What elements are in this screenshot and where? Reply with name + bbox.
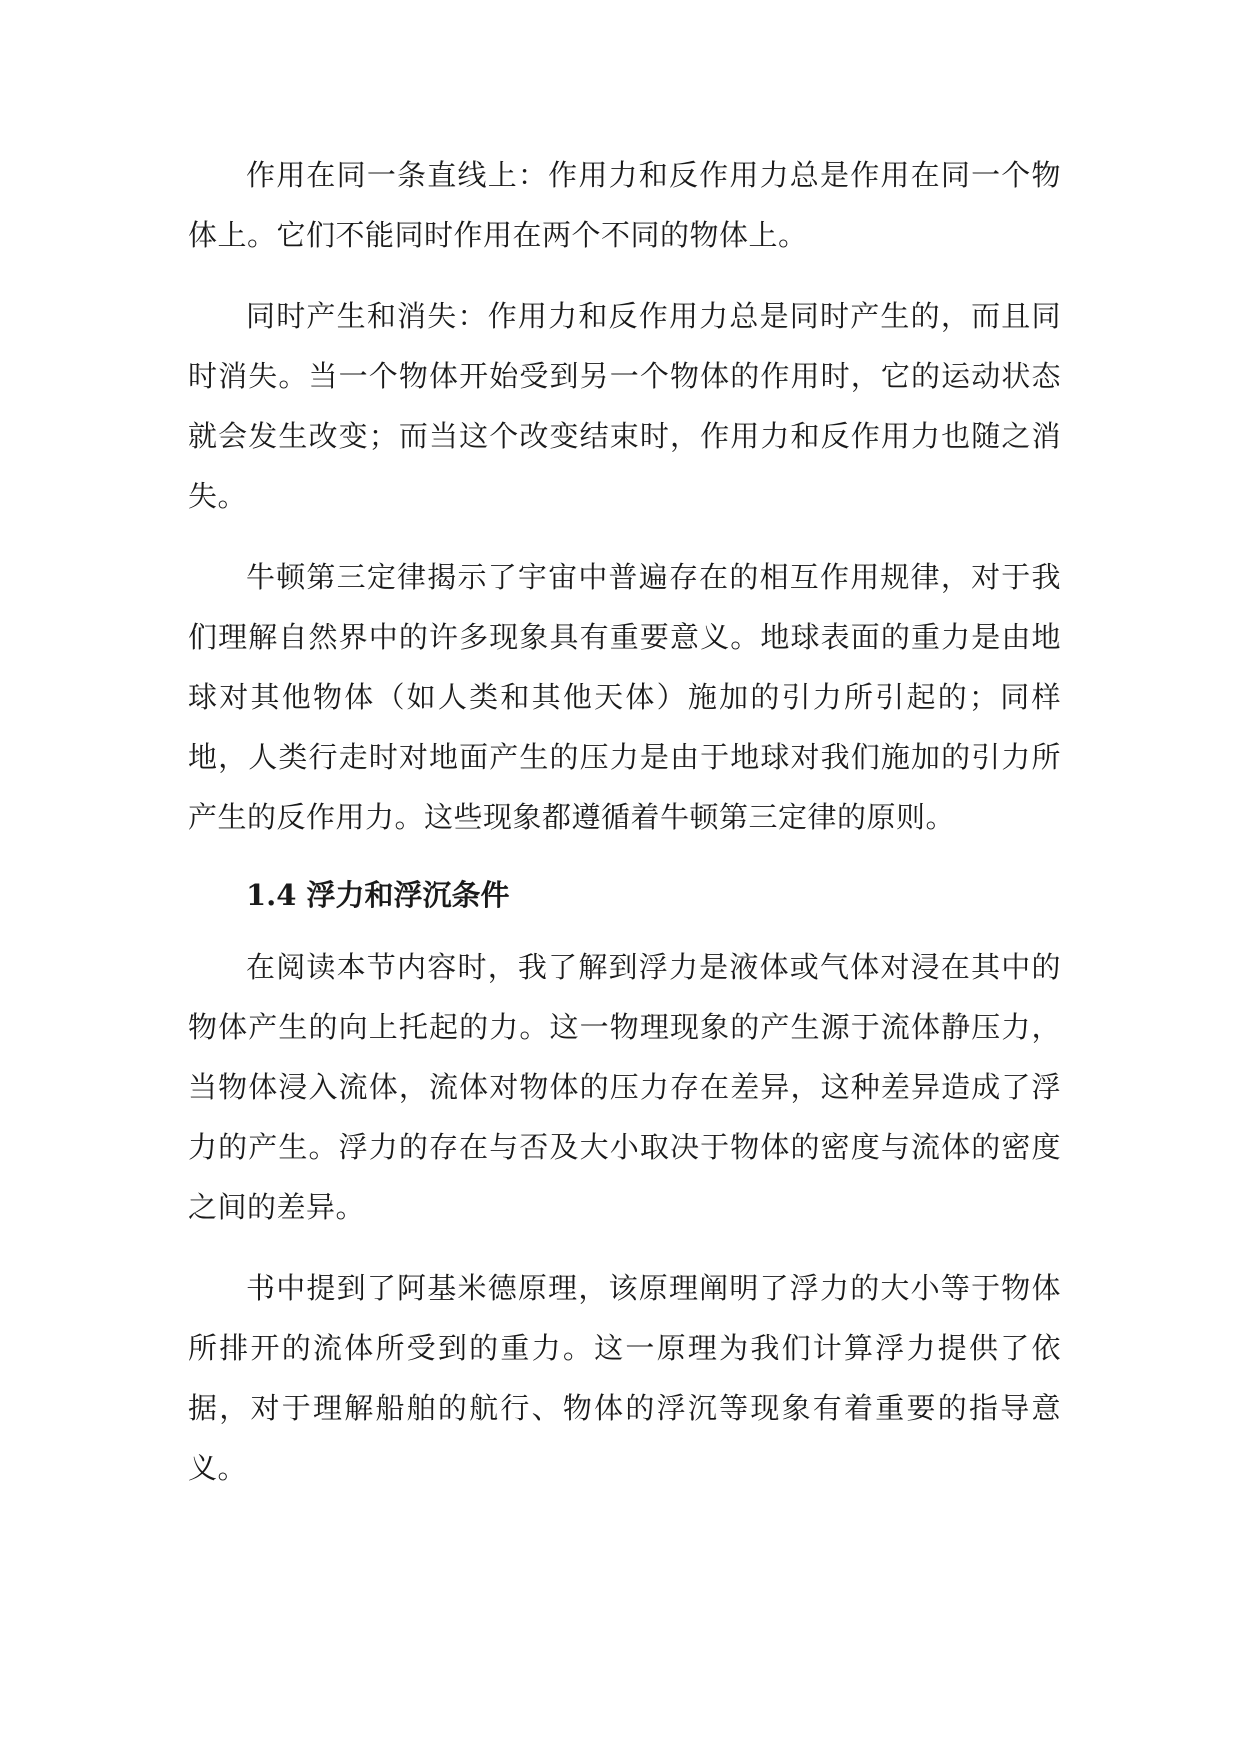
paragraph-archimedes: 书中提到了阿基米德原理，该原理阐明了浮力的大小等于物体所排开的流体所受到的重力。这一原理为我们计算浮力提供了依据，对于理解船舶的航行、物体的浮沉等现象有着重要的指导意义。 [188,1271,1061,1485]
section-heading-buoyancy: 1.4 浮力和浮沉条件 [246,878,510,912]
paragraph-buoyancy-definition: 在阅读本节内容时，我了解到浮力是液体或气体对浸在其中的物体产生的向上托起的力。这一物理现象的产生源于流体静压力，当物体浸入流体，流体对物体的压力存在差异，这种差异造成了浮力的产生。浮力的存在与否及大小取决于物体的密度与流体的密度之间的差异。 [188,950,1061,1224]
paragraph-same-line-action: 作用在同一条直线上：作用力和反作用力总是作用在同一个物体上。它们不能同时作用在两个不同的物体上。 [188,158,1061,252]
paragraph-simultaneous: 同时产生和消失：作用力和反作用力总是同时产生的，而且同时消失。当一个物体开始受到另一个物体的作用时，它的运动状态就会发生改变；而当这个改变结束时，作用力和反作用力也随之消失。 [188,299,1061,513]
paragraph-newton-third-law: 牛顿第三定律揭示了宇宙中普遍存在的相互作用规律，对于我们理解自然界中的许多现象具有重要意义。地球表面的重力是由地球对其他物体（如人类和其他天体）施加的引力所引起的；同样地，人类行走时对地面产生的压力是由于地球对我们施加的引力所产生的反作用力。这些现象都遵循着牛顿第三定律的原则。 [188,560,1061,834]
